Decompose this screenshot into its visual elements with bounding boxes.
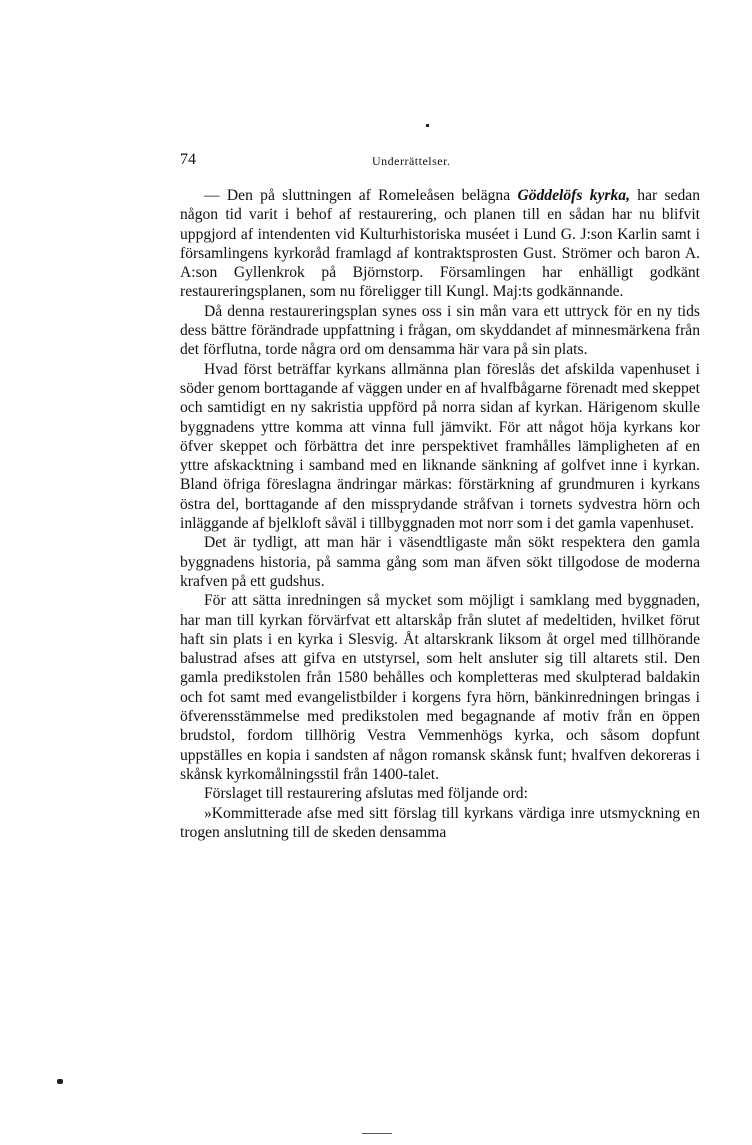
- paragraph-1-lead: — Den på sluttningen af Romeleåsen belägna: [204, 187, 518, 204]
- paragraph-4: Det är tydligt, att man här i väsendtligaste mån sökt respektera den gamla byggnadens historia, på samma gång som man äfven sökt tillgodose de moderna krafven på ett gudshus.: [180, 534, 700, 590]
- paragraph-7: »Kommitterade afse med sitt förslag till kyrkans värdiga inre utsmyckning en trogen anslutning till de skeden densamma: [180, 804, 700, 841]
- paragraph-3: Hvad först beträffar kyrkans allmänna plan föreslås det afskilda vapenhuset i söder genom borttagande af väggen under en af hvalfbågarne förenadt med skeppet och samtidigt en ny sakristia uppförd på norra sidan af kyrkan. Härigenom skulle byggnadens yttre komma att vinna full jämvikt. För att något höja kyrkans kor öfver skeppet och förbättra det inre perspektivet framhålles lämpligheten af en yttre afskacktning i samband med en liknande sänkning af golfvet inne i kyrkan. Bland öfriga föreslagna ändringar märkas: förstärkning af grundmuren i kyrkans östra del, borttagande af den missprydande stråfvan i tornets sydvestra hörn och inläggande af bjelkloft såväl i tillbyggnaden mot norr som i det gamla vapenhuset.: [180, 360, 701, 533]
- ink-speck-top: [426, 124, 429, 127]
- ink-speck-bottom: [362, 1133, 392, 1134]
- page-header: [180, 150, 700, 172]
- article-body: [180, 186, 700, 842]
- paragraph-6: Förslaget till restaurering afslutas med följande ord:: [204, 785, 528, 803]
- ink-speck-left: [57, 1079, 63, 1084]
- running-head: Underrättelser.: [372, 154, 451, 168]
- church-name-italic: Göddelöfs kyrka,: [517, 187, 630, 204]
- paragraph-1-rest: har sedan någon tid varit i behof af restaurering, och planen till en sådan har nu blifvit uppgjord af intendenten vid Kulturhistoriska muséet i Lund G. J:son Karlin samt i församlingens kyrkoråd framlagd af kontraktsprosten Gust. Strömer och baron A. A:son Gyllenkrok på Björnstorp. Församlingen har enhälligt godkänt restaureringsplanen, som nu föreligger till Kungl. Maj:ts godkännande.: [180, 187, 700, 301]
- paragraph-1: [180, 186, 700, 302]
- page-number: 74: [180, 151, 196, 168]
- paragraph-2: Då denna restaureringsplan synes oss i sin mån vara ett uttryck för en ny tids dess bättre förändrade uppfattning i frågan, om skyddandet af minnesmärkena från det förflutna, torde några ord om densamma här vara på sin plats.: [180, 302, 700, 359]
- paragraph-5: För att sätta inredningen så mycket som möjligt i samklang med byggnaden, har man till kyrkan förvärfvat ett altarskåp från slutet af medeltiden, hvilket förut haft sin plats i en kyrka i Slesvig. Åt altarskrank liksom åt orgel med tillhörande balustrad afses att gifva en utstyrsel, som helt ansluter sig till altarets stil. Den gamla predikstolen från 1580 behålles och kompletteras med skulpterad baldakin och fot samt med evangelistbilder i korgens fyra hörn, bänkinredningen bringas i öfverensstämmelse med predikstolen med begagnande af motiv från en öppen brudstol, fordom tillhörig Vestra Vemmenhögs kyrka, och såsom dopfunt uppställes en kopia i sandsten af någon romansk skånsk funt; hvalfven dekoreras i skånsk kyrkomålningsstil från 1400-talet.: [180, 592, 700, 783]
